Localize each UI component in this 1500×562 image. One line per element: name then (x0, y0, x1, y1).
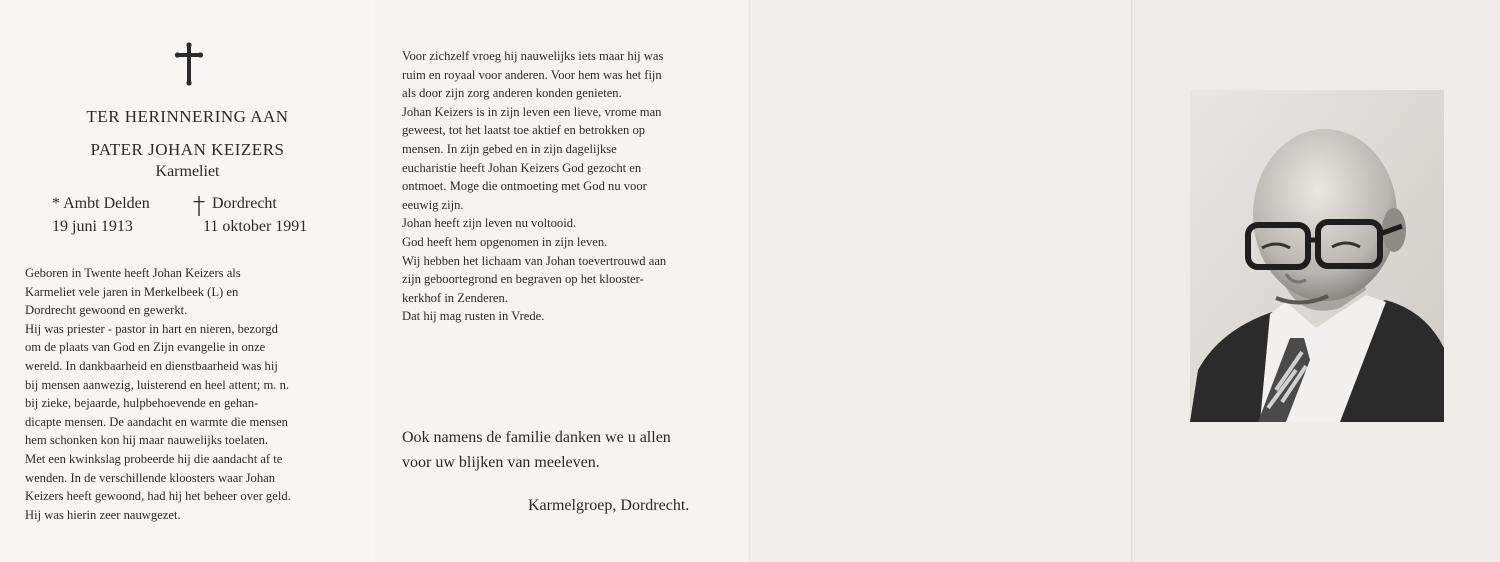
portrait-photo (1190, 90, 1444, 422)
tribute-text (402, 47, 722, 326)
text-line: Johan Keizers is in zijn leven een lieve, vrome man (402, 104, 662, 119)
text-line: Geboren in Twente heeft Johan Keizers als (25, 266, 241, 280)
text-line: bij mensen aanwezig, luisterend en heel attent; m. n. (25, 377, 290, 392)
religious-order: Karmeliet (155, 163, 220, 180)
text-line: Karmeliet vele jaren in Merkelbeek (L) en (25, 284, 239, 299)
text-line: zijn geboortegrond en begraven op het klooster- (402, 272, 644, 287)
fold-line (1131, 0, 1134, 562)
thanks-line: voor uw blijken van meeleven. (402, 454, 600, 471)
text-line: als door zijn zorg anderen konden genieten. (402, 86, 622, 101)
panel-blank (750, 0, 1133, 562)
text-line: kerkhof in Zenderen. (402, 290, 508, 305)
text-line: dicapte mensen. De aandacht en warmte die mensen (25, 414, 288, 429)
text-line: God heeft hem opgenomen in zijn leven. (402, 234, 608, 249)
biography-text (25, 264, 346, 524)
text-line: om de plaats van God en Zijn evangelie in onze (25, 340, 266, 355)
text-line: Hij was hierin zeer nauwgezet. (25, 507, 181, 522)
text-line: Voor zichzelf vroeg hij nauwelijks iets maar hij was (402, 49, 664, 63)
text-line: Hij was priester - pastor in hart en nieren, bezorgd (25, 321, 278, 336)
text-line: Johan heeft zijn leven nu voltooid. (402, 216, 577, 231)
death-date: 11 oktober 1991 (203, 218, 308, 235)
birth-date: 19 juni 1913 (52, 218, 133, 235)
text-line: mensen. In zijn gebed en in zijn dagelijkse (402, 141, 617, 156)
text-line: eeuwig zijn. (402, 197, 464, 212)
text-line: ruim en royaal voor anderen. Voor hem was het fijn (402, 67, 662, 82)
text-line: Wij hebben het lichaam van Johan toevertrouwd aan (402, 253, 667, 268)
text-line: hem schonken kon hij maar nauwelijks toelaten. (25, 433, 269, 448)
deceased-name: PATER JOHAN KEIZERS (90, 140, 285, 159)
text-line: Met een kwinkslag probeerde hij die aandacht af te (25, 451, 283, 466)
signature: Karmelgroep, Dordrecht. (528, 497, 690, 514)
text-line: bij zieke, bejaarde, hulpbehoevende en gehan- (25, 396, 259, 411)
thanks-message (402, 425, 671, 475)
death-place: Dordrecht (212, 195, 277, 212)
dagger-icon (193, 196, 205, 216)
text-line: Keizers heeft gewoond, had hij het beheer over geld. (25, 489, 291, 504)
text-line: eucharistie heeft Johan Keizers God gezocht en (402, 160, 642, 175)
text-line: geweest, tot het laatst toe aktief en betrokken op (402, 123, 646, 138)
text-line: ontmoet. Moge die ontmoeting met God nu voor (402, 179, 647, 194)
text-line: wereld. In dankbaarheid en dienstbaarheid was hij (25, 358, 278, 373)
fold-line (749, 0, 752, 562)
text-line: Dordrecht gewoond en gewerkt. (25, 303, 188, 318)
heading: TER HERINNERING AAN (86, 107, 289, 126)
text-line: wenden. In de verschillende kloosters waar Johan (25, 470, 276, 485)
text-line: Dat hij mag rusten in Vrede. (402, 309, 545, 324)
latin-cross-icon (174, 42, 204, 86)
thanks-line: Ook namens de familie danken we u allen (402, 429, 671, 446)
birth-place: * Ambt Delden (52, 195, 150, 212)
